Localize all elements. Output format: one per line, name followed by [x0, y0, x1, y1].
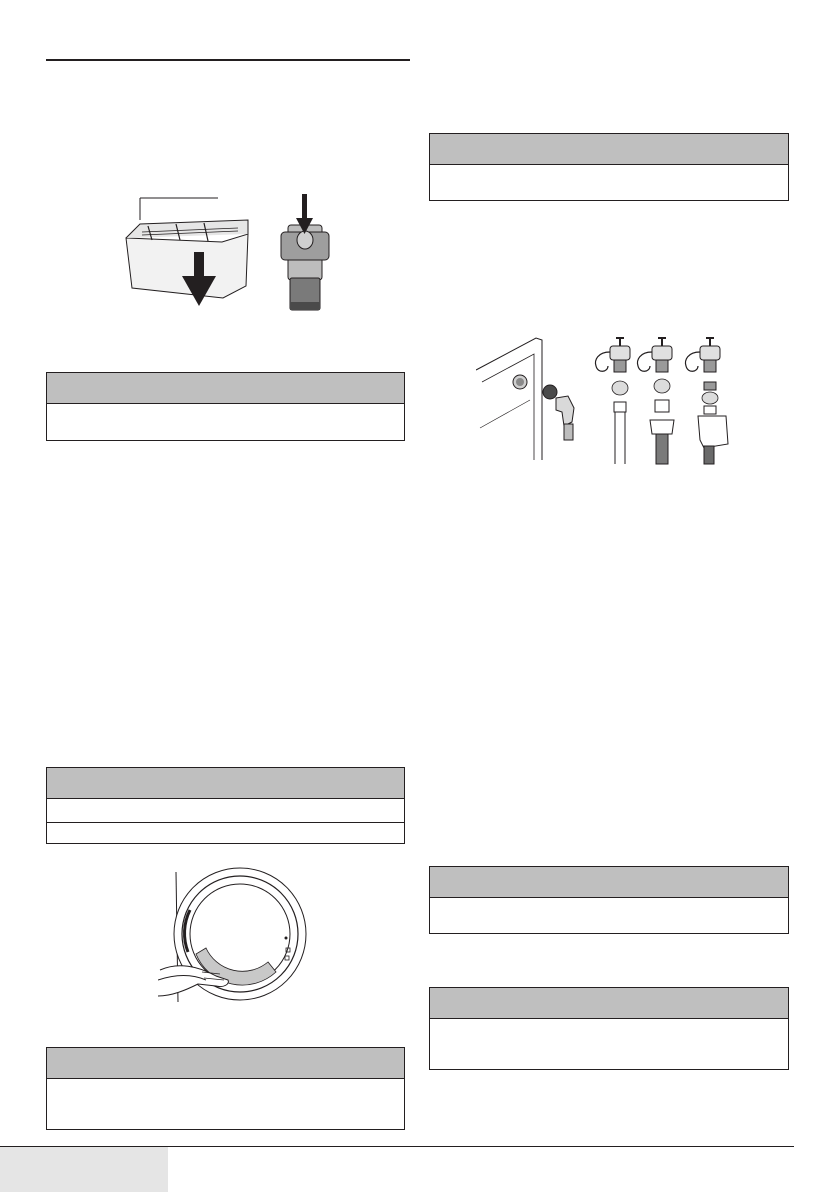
water-inlet-illustration	[476, 330, 756, 465]
notice-box-4-header	[430, 134, 788, 165]
notice-box-4-body	[430, 165, 788, 200]
drawer-siphon-illustration	[118, 190, 348, 315]
notice-box-6	[429, 987, 789, 1070]
notice-box-5	[429, 866, 789, 934]
notice-box-3	[46, 1047, 405, 1130]
notice-box-5-header	[430, 867, 788, 898]
notice-box-1-body	[47, 404, 404, 440]
footer-page-tab	[0, 1147, 168, 1192]
notice-box-2-header	[47, 768, 404, 799]
notice-box-6-header	[430, 988, 788, 1019]
top-rule	[46, 59, 410, 61]
notice-box-2-row-2	[47, 822, 404, 843]
door-seal-cleaning-icon	[158, 862, 308, 1010]
notice-box-1	[46, 372, 405, 441]
tap-hose-connection-icon	[476, 330, 756, 465]
notice-box-2	[46, 767, 405, 844]
drawer-removal-icon	[118, 190, 348, 315]
notice-box-4	[429, 133, 789, 201]
notice-box-3-header	[47, 1048, 404, 1079]
notice-box-1-header	[47, 373, 404, 404]
notice-box-3-body	[47, 1079, 404, 1129]
notice-box-5-body	[430, 898, 788, 933]
notice-box-2-row-1	[47, 799, 404, 822]
notice-box-6-body	[430, 1019, 788, 1069]
door-seal-illustration	[158, 862, 308, 1010]
